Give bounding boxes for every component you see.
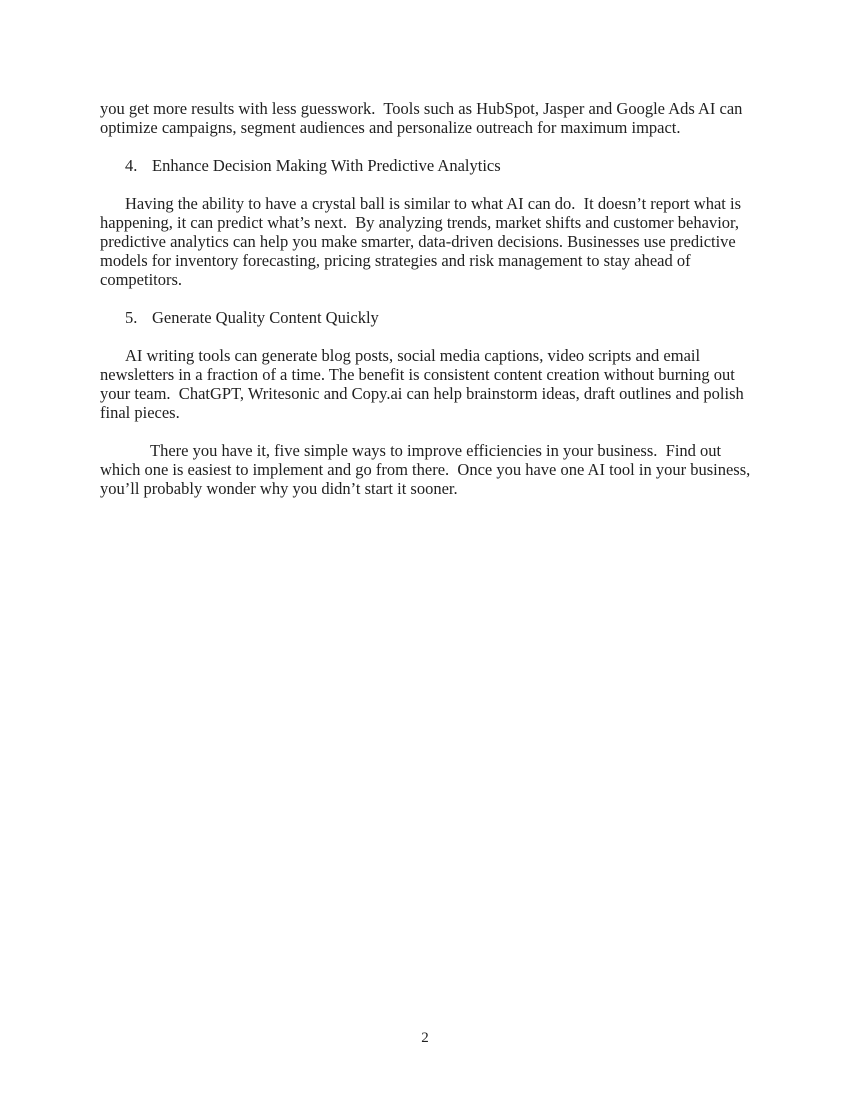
list-item-4: [100, 156, 754, 175]
list-item-5-number: 5.: [125, 308, 138, 327]
paragraph-quality-content: AI writing tools can generate blog posts, social media captions, video scripts and email newsletters in a fraction of a time. The benefit is consistent content creation without burning out your team. ChatGPT, Writesonic and Copy.ai can help brainstorm ideas, draft outlines and polish final pieces.: [100, 346, 748, 422]
paragraph-marketing-continuation: you get more results with less guesswork. Tools such as HubSpot, Jasper and Google Ads AI can optimize campaigns, segment audiences and personalize outreach for maximum impact.: [100, 99, 747, 137]
paragraph-predictive-analytics: Having the ability to have a crystal ball is similar to what AI can do. It doesn’t report what is happening, it can predict what’s next. By analyzing trends, market shifts and customer behavior, predictive analytics can help you make smarter, data-driven decisions. Businesses use predictive models for inventory forecasting, pricing strategies and risk management to stay ahead of competitors.: [100, 194, 746, 289]
list-item-4-number: 4.: [125, 156, 138, 175]
list-item-5-title: Generate Quality Content Quickly: [152, 308, 379, 327]
page-number: 2: [421, 1030, 429, 1046]
document-body: [100, 99, 754, 498]
page-footer: [0, 1029, 850, 1048]
list-item-4-title: Enhance Decision Making With Predictive Analytics: [152, 156, 501, 175]
list-item-5: [100, 308, 754, 327]
paragraph-closing: There you have it, five simple ways to improve efficiencies in your business. Find out which one is easiest to implement and go from there. Once you have one AI tool in your business, you’ll probably wonder why you didn’t start it sooner.: [100, 441, 755, 498]
